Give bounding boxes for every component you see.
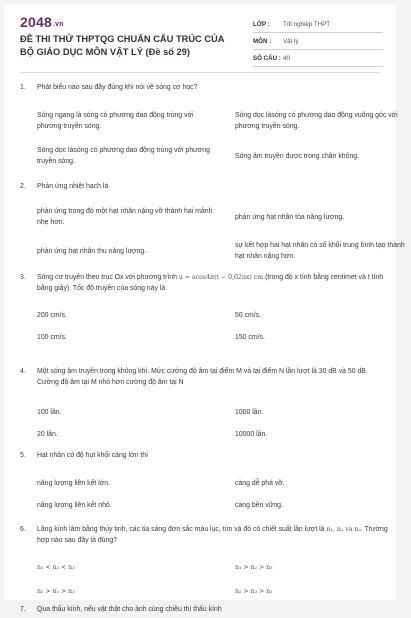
question-text: Một sóng âm truyền trong không khí. Mức cường độ âm tại điểm M và tại điểm N lần lượt là 30 dB và 50 dB. Cường độ âm tại M nhỏ hơn cường độ âm tại N <box>37 368 368 386</box>
meta-row-class <box>253 16 383 33</box>
question-3 <box>4 272 396 366</box>
question-text-line: Lăng kính làm bằng thủy tinh, các tia sáng đơn sắc màu lục, tím và đỏ có chiết suất lần lượt là <box>37 526 325 533</box>
answer-option[interactable]: 150 cm/s. <box>235 333 265 341</box>
logo-text: 2048 <box>20 14 52 30</box>
answer-option[interactable]: càng bền vững. <box>235 501 283 509</box>
question-stem <box>20 604 396 615</box>
meta-value: 40 <box>283 54 290 62</box>
answer-option[interactable]: 50 cm/s. <box>235 311 262 319</box>
question-stem <box>20 181 396 192</box>
question-number: 1. <box>20 84 26 91</box>
answer-option[interactable]: càng dễ phá vỡ. <box>235 479 285 487</box>
answer-option[interactable]: 20 lần. <box>37 430 58 438</box>
answer-option[interactable]: Sóng ngang là sóng có phương dao động trùng với phương truyền sóng. <box>37 112 194 130</box>
question-text-after: . Trường hợp nào sau đây là đúng? <box>37 526 388 544</box>
question-text-after: (trong đó x tính bằng centimet và t tính bằng giây). Tốc độ truyền của sóng này là <box>37 274 384 292</box>
answer-option[interactable]: n₂ > n₁ > n₃ <box>37 587 75 595</box>
question-number: 5. <box>20 452 26 459</box>
header-divider <box>20 72 380 73</box>
refractive-index-vars: n₁, n₂ và n₃ <box>326 526 361 533</box>
question-4 <box>4 366 396 450</box>
answer-option[interactable]: Sóng âm truyền được trong chân không. <box>235 152 360 160</box>
question-number: 2. <box>20 183 26 190</box>
question-text-before: Sóng cơ truyền theo trục Ox với phương trình <box>37 274 177 281</box>
question-1 <box>4 82 396 181</box>
answer-options <box>20 401 396 445</box>
answer-option[interactable]: năng lượng liên kết lớn. <box>37 479 111 487</box>
wave-equation: u = acos4π(t − 0,02πx) cm <box>178 274 264 281</box>
answer-options <box>20 200 405 268</box>
logo-suffix: .vn <box>52 21 64 28</box>
meta-value: Tốt nghiệp THPT <box>283 20 331 28</box>
question-text: Phản ứng nhiệt hạch là <box>37 183 109 190</box>
answer-option[interactable]: Sóng dọc làsóng có phương dao động trùng với phương truyền sóng. <box>37 147 210 165</box>
answer-option[interactable]: phản ứng trong đó một hạt nhân nặng vỡ thành hai mảnh nhẹ hơn. <box>37 208 213 226</box>
question-number: 4. <box>20 368 26 375</box>
exam-title: ĐỀ THI THỬ THPTQG CHUẨN CẤU TRÚC CỦA BỘ GIÁO DỤC MÔN VẬT LÝ (Đề số 29) <box>20 34 225 57</box>
answer-options <box>20 103 396 173</box>
answer-option[interactable]: 1000 lần. <box>235 408 264 416</box>
question-number: 3. <box>20 274 26 281</box>
question-stem <box>20 524 396 546</box>
exam-meta <box>253 16 383 67</box>
answer-option[interactable]: 10000 lần. <box>235 430 268 438</box>
answer-option[interactable]: 200 cm/s. <box>37 311 67 319</box>
answer-option[interactable]: 100 cm/s. <box>37 333 67 341</box>
question-text: Qua thấu kính, nếu vật thật cho ảnh cùng chiều thì thấu kính <box>37 606 222 613</box>
question-6 <box>4 524 396 604</box>
meta-key: LỚP : <box>253 20 270 28</box>
question-text <box>37 272 391 294</box>
meta-key: MÔN : <box>253 37 272 45</box>
meta-key: SỐ CÂU : <box>253 54 281 62</box>
meta-row-subject <box>253 33 383 50</box>
meta-row-count <box>253 50 383 67</box>
question-text: Phát biểu nào sau đây đúng khi nói về sóng cơ học? <box>37 84 198 91</box>
answer-option[interactable]: n₁ < n₂ < n₃ <box>37 563 75 571</box>
answer-option[interactable]: phản ứng hạt nhân thu năng lượng. <box>37 247 147 255</box>
question-stem <box>20 366 396 388</box>
question-number: 6. <box>20 526 26 533</box>
question-7 <box>4 604 396 618</box>
exam-header <box>4 4 396 72</box>
answer-option[interactable]: sự kết hợp hai hạt nhân có số khối trung bình tạo thành hạt nhân nặng hơn. <box>235 242 405 260</box>
question-text <box>37 524 391 546</box>
question-number: 7. <box>20 606 26 613</box>
answer-options <box>20 304 396 348</box>
question-stem <box>20 450 396 461</box>
answer-option[interactable]: phản ứng hạt nhân tỏa năng lượng. <box>235 213 345 221</box>
question-5 <box>4 450 396 524</box>
question-stem <box>20 272 396 294</box>
answer-option[interactable]: năng lượng liên kết nhỏ. <box>37 501 112 509</box>
question-2 <box>4 181 405 272</box>
question-stem <box>20 82 396 93</box>
answer-options <box>20 472 396 516</box>
answer-option[interactable]: Sóng dọc làsóng có phương dao động vuông góc với phương truyền sóng. <box>235 112 398 130</box>
question-text: Hạt nhân có độ hụt khối càng lớn thì <box>37 452 149 459</box>
question-list <box>4 82 405 618</box>
answer-option[interactable]: n₁ > n₂ > n₃ <box>235 563 273 571</box>
exam-page <box>4 4 405 613</box>
answer-options <box>20 555 396 603</box>
answer-option[interactable]: 100 lần. <box>37 408 62 416</box>
meta-value: Vật lý <box>283 37 299 45</box>
answer-option[interactable]: n₂ > n₃ > n₁ <box>235 587 273 595</box>
